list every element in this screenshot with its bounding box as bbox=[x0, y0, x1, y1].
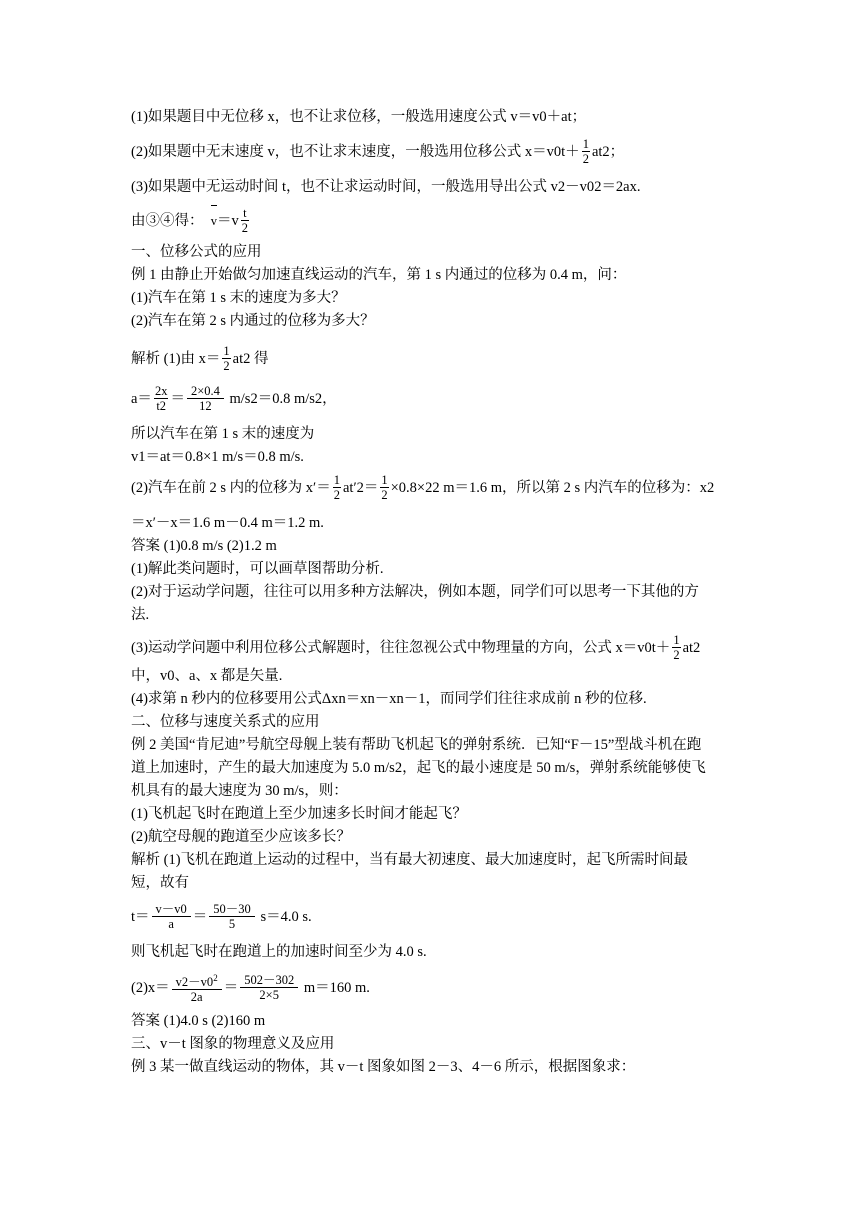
text-line: (2)如果题中无末速度 v，也不让求末速度，一般选用位移公式 x＝v0t＋ $\frac{1}{2}$ at2； bbox=[131, 137, 625, 166]
equation-line: ＝x′－x＝1.6 m－0.4 m＝1.2 m. bbox=[131, 515, 324, 531]
fraction: $\frac{50-30}{5}$ bbox=[209, 902, 255, 931]
example-text: 机具有的最大速度为 30 m/s，则： bbox=[131, 783, 348, 799]
fraction: $\frac{1}{2}$ bbox=[333, 473, 340, 502]
question-line: (1)汽车在第 1 s 末的速度为多大？ bbox=[131, 290, 346, 306]
answer-line: 答案 (1)0.8 m/s (2)1.2 m bbox=[131, 538, 277, 554]
example-text: 道上加速时，产生的最大加速度为 5.0 m/s2，起飞的最小速度是 50 m/s，弹射系统能够使飞 bbox=[131, 760, 706, 776]
section-heading: 一、位移公式的应用 bbox=[131, 244, 262, 260]
note-line: (4)求第 n 秒内的位移要用公式Δxn＝xn－xn－1，而同学们往往求成前 n 秒的位移. bbox=[131, 691, 647, 707]
fraction: $\frac{1}{2}$ bbox=[381, 473, 388, 502]
text-line: (2)汽车在前 2 s 内的位移为 x′＝ $\frac{1}{2}$ at′2＝ $\frac{1}{2}$ ×0.8×22 m＝1.6 m，所以第 2 s 内汽车的位移为：x2 bbox=[131, 473, 715, 502]
text-line: 所以汽车在第 1 s 末的速度为 bbox=[131, 426, 315, 442]
text-line: 由③④得： v＝v $\frac{t}{2}$ bbox=[131, 206, 248, 235]
fraction: $\frac{502-302}{2\times 5}$ bbox=[240, 973, 298, 1002]
fraction: $\frac{t}{2}$ bbox=[241, 206, 248, 235]
question-line: (2)航空母舰的跑道至少应该多长？ bbox=[131, 829, 351, 845]
equation-line: v1＝at＝0.8×1 m/s＝0.8 m/s. bbox=[131, 449, 304, 465]
text-line: 则飞机起飞时在跑道上的加速时间至少为 4.0 s. bbox=[131, 944, 427, 960]
note-line: 法. bbox=[131, 607, 150, 623]
fraction: $\frac{2x}{t2}$ bbox=[154, 384, 168, 413]
section-heading: 二、位移与速度关系式的应用 bbox=[131, 714, 320, 730]
section-heading: 三、v－t 图象的物理意义及应用 bbox=[131, 1036, 335, 1052]
question-line: (1)飞机起飞时在跑道上至少加速多长时间才能起飞？ bbox=[131, 806, 467, 822]
text-line: (3)如果题中无运动时间 t，也不让求运动时间，一般选用导出公式 v2－v02＝2ax. bbox=[131, 179, 641, 195]
equation-line: (2)x＝ $\frac{v2-v0^2}{2a}$ ＝ $\frac{502-302}{2\times 5}$ m＝160 m. bbox=[131, 973, 370, 1005]
solution-line: 解析 (1)由 x＝ $\frac{1}{2}$ at2 得 bbox=[131, 344, 269, 373]
text-line: (1)如果题目中无位移 x，也不让求位移，一般选用速度公式 v＝v0＋at； bbox=[131, 109, 587, 125]
fraction: $\frac{1}{2}$ bbox=[223, 344, 230, 373]
fraction: $\frac{1}{2}$ bbox=[673, 633, 680, 662]
note-line: (3)运动学问题中利用位移公式解题时，往往忽视公式中物理量的方向，公式 x＝v0t＋ $\frac{1}{2}$ at2 bbox=[131, 633, 701, 662]
answer-line: 答案 (1)4.0 s (2)160 m bbox=[131, 1013, 266, 1029]
fraction: $\frac{v-v0}{a}$ bbox=[152, 902, 191, 931]
note-line: 中，v0、a、x 都是矢量. bbox=[131, 668, 283, 684]
example-text: 例 2 美国“肯尼迪”号航空母舰上装有帮助飞机起飞的弹射系统．已知“F－15”型战斗机在跑 bbox=[131, 737, 702, 753]
note-line: (2)对于运动学问题，往往可以用多种方法解决，例如本题，同学们可以思考一下其他的方 bbox=[131, 584, 699, 600]
solution-line: 短，故有 bbox=[131, 875, 189, 891]
example-text: 例 3 某一做直线运动的物体，其 v－t 图象如图 2－3、4－6 所示，根据图象求： bbox=[131, 1059, 636, 1075]
question-line: (2)汽车在第 2 s 内通过的位移为多大？ bbox=[131, 313, 375, 329]
mean-velocity-symbol: v bbox=[211, 211, 217, 231]
fraction: $\frac{2\times 0.4}{12}$ bbox=[187, 384, 224, 413]
fraction: $\frac{1}{2}$ bbox=[582, 137, 589, 166]
equation-line: t＝ $\frac{v-v0}{a}$ ＝ $\frac{50-30}{5}$ s＝4.0 s. bbox=[131, 902, 312, 931]
solution-line: 解析 (1)飞机在跑道上运动的过程中，当有最大初速度、最大加速度时，起飞所需时间最 bbox=[131, 852, 689, 868]
fraction: $\frac{v2-v0^2}{2a}$ bbox=[172, 971, 222, 1004]
note-line: (1)解此类问题时，可以画草图帮助分析. bbox=[131, 561, 384, 577]
equation-line: a＝ $\frac{2x}{t2}$ ＝ $\frac{2\times 0.4}{12}$ m/s2＝0.8 m/s2， bbox=[131, 384, 337, 413]
example-text: 例 1 由静止开始做匀加速直线运动的汽车，第 1 s 内通过的位移为 0.4 m，问： bbox=[131, 267, 627, 283]
